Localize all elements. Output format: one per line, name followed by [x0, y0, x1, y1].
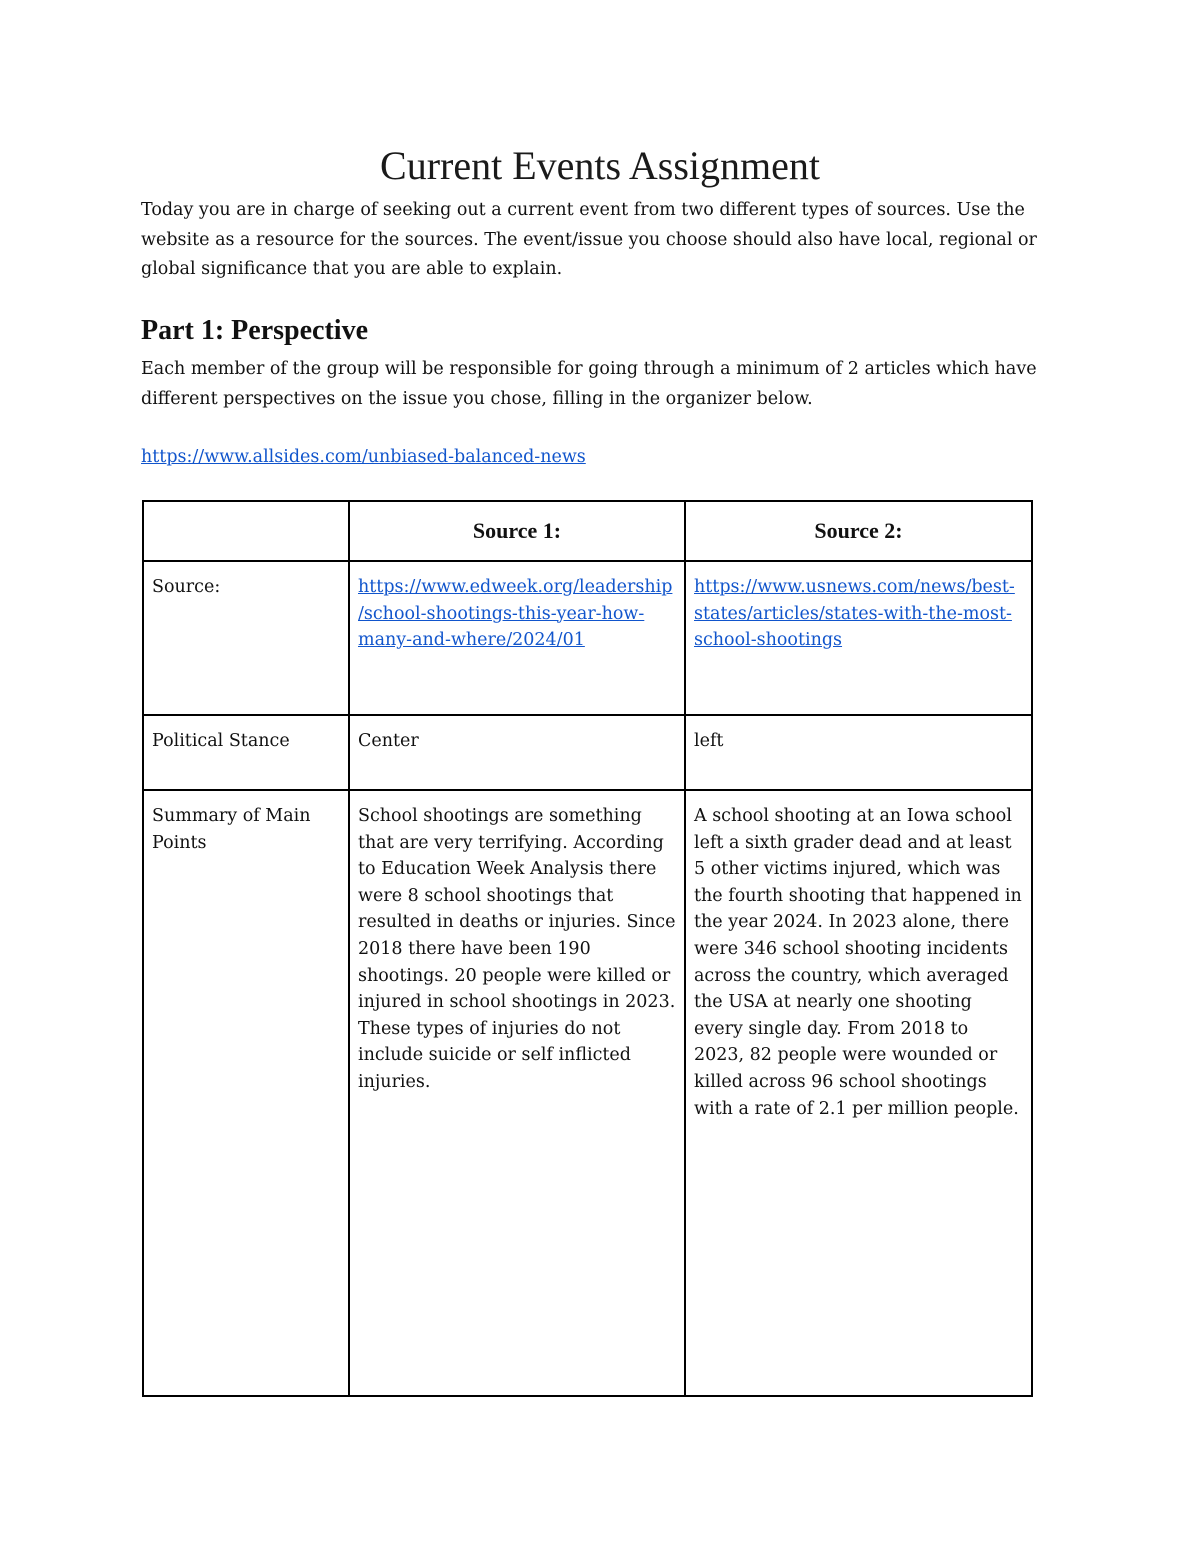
source-1-stance: Center — [349, 715, 685, 790]
allsides-link[interactable]: https://www.allsides.com/unbiased-balanced-news — [141, 447, 586, 467]
header-empty-cell — [143, 501, 349, 561]
part1-instructions: Each member of the group will be responsible for going through a minimum of 2 articles which have different perspectives on the issue you chose, filling in the organizer below. — [141, 359, 1037, 409]
source-2-stance: left — [685, 715, 1032, 790]
intro-paragraph: Today you are in charge of seeking out a current event from two different types of sources. Use the website as a resource for the sources. The event/issue you choose should also have local, regional or global significance that you are able to explain. — [141, 200, 1037, 280]
source-1-link-cell — [349, 561, 685, 715]
table-row-summary — [143, 790, 1032, 1396]
source-1-link[interactable]: https://www.edweek.org/leadership/school-shootings-this-year-how-many-and-where/2024/01 — [358, 577, 673, 651]
header-source-1: Source 1: — [349, 501, 685, 561]
header-source-2: Source 2: — [685, 501, 1032, 561]
table-header-row — [143, 501, 1032, 561]
source-2-link-cell — [685, 561, 1032, 715]
source-organizer-table — [142, 500, 1033, 1397]
row-label-political-stance: Political Stance — [143, 715, 349, 790]
page-title: Current Events Assignment — [380, 143, 820, 188]
row-label-source: Source: — [143, 561, 349, 715]
source-2-link[interactable]: https://www.usnews.com/news/best-states/articles/states-with-the-most-school-shootings — [694, 577, 1015, 651]
table-row-source — [143, 561, 1032, 715]
part1-heading: Part 1: Perspective — [141, 315, 368, 346]
row-label-summary: Summary of Main Points — [143, 790, 349, 1396]
table-row-political-stance — [143, 715, 1032, 790]
source-1-summary: School shootings are something that are very terrifying. According to Education Week Analysis there were 8 school shootings that resulted in deaths or injuries. Since 2018 there have been 190 shootings. 20 people were killed or injured in school shootings in 2023. These types of injuries do not include suicide or self inflicted injuries. — [349, 790, 685, 1396]
source-2-summary: A school shooting at an Iowa school left a sixth grader dead and at least 5 other victims injured, which was the fourth shooting that happened in the year 2024. In 2023 alone, there were 346 school shooting incidents across the country, which averaged the USA at nearly one shooting every single day. From 2018 to 2023, 82 people were wounded or killed across 96 school shootings with a rate of 2.1 per million people. — [685, 790, 1032, 1396]
